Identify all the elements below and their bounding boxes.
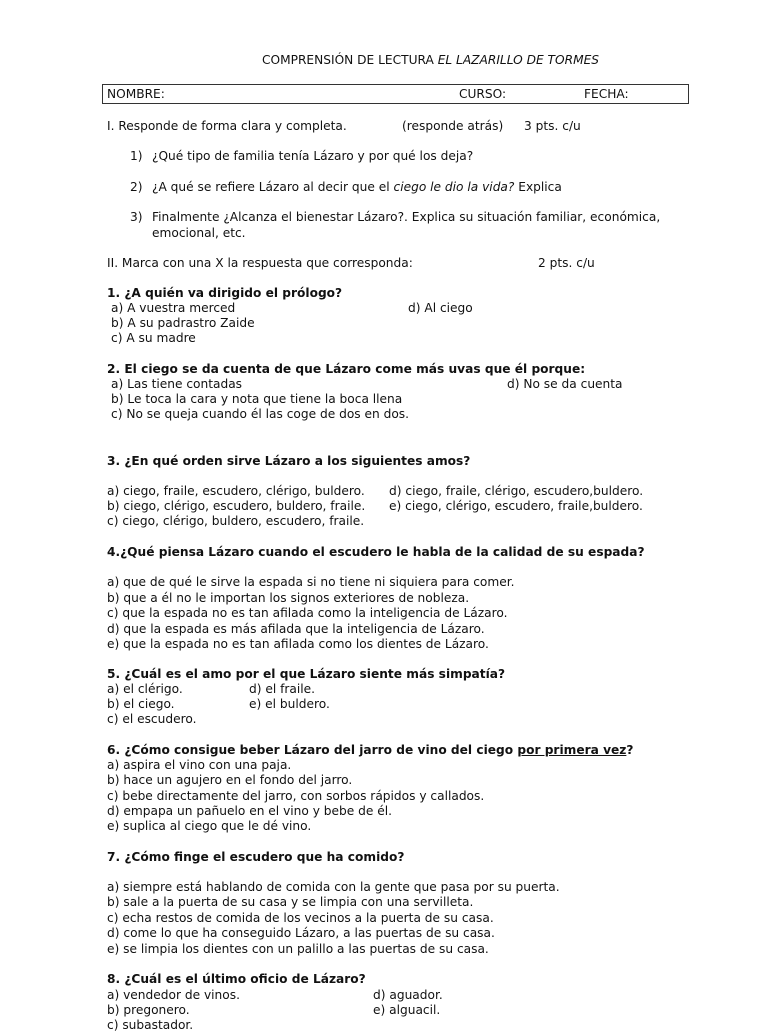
open-question-3-number: 3) bbox=[130, 210, 143, 224]
open-question-2-text-b: Explica bbox=[514, 180, 562, 194]
q3-option-d: d) ciego, fraile, clérigo, escudero,buldero. bbox=[389, 484, 644, 498]
q5-option-e: e) el buldero. bbox=[249, 697, 330, 711]
q6-title bbox=[107, 743, 633, 758]
q6-title-underlined: por primera vez bbox=[517, 743, 627, 757]
open-question-2-text bbox=[152, 180, 562, 195]
q1-option-d: d) Al ciego bbox=[408, 301, 473, 315]
open-question-2-italic: ciego le dio la vida? bbox=[393, 180, 515, 194]
q4-option-b: b) que a él no le importan los signos exteriores de nobleza. bbox=[107, 591, 470, 605]
q3-option-a: a) ciego, fraile, escudero, clérigo, buldero. bbox=[107, 484, 365, 498]
title-prefix: COMPRENSIÓN DE LECTURA bbox=[262, 53, 438, 67]
q5-option-c: c) el escudero. bbox=[107, 712, 197, 726]
q3-option-b: b) ciego, clérigo, escudero, buldero, fraile. bbox=[107, 499, 366, 513]
q2-option-d: d) No se da cuenta bbox=[507, 377, 623, 391]
q6-option-e: e) suplica al ciego que le dé vino. bbox=[107, 819, 312, 833]
q4-option-e: e) que la espada no es tan afilada como los dientes de Lázaro. bbox=[107, 637, 489, 651]
date-label: FECHA: bbox=[584, 87, 629, 101]
q6-option-d: d) empapa un pañuelo en el vino y bebe de él. bbox=[107, 804, 393, 818]
q3-option-c: c) ciego, clérigo, buldero, escudero, fraile. bbox=[107, 514, 365, 528]
section1-points: 3 pts. c/u bbox=[524, 119, 581, 133]
course-label: CURSO: bbox=[459, 87, 507, 101]
q8-option-e: e) alguacil. bbox=[373, 1003, 441, 1017]
open-question-3-line1: Finalmente ¿Alcanza el bienestar Lázaro?. Explica su situación familiar, económica, bbox=[152, 210, 661, 224]
section1-note: (responde atrás) bbox=[402, 119, 504, 133]
q1-option-b: b) A su padrastro Zaide bbox=[111, 316, 255, 330]
section2-points: 2 pts. c/u bbox=[538, 256, 595, 270]
q5-option-a: a) el clérigo. bbox=[107, 682, 183, 696]
q6-option-b: b) hace un agujero en el fondo del jarro. bbox=[107, 773, 353, 787]
q1-option-c: c) A su madre bbox=[111, 331, 196, 345]
q7-title: 7. ¿Cómo finge el escudero que ha comido? bbox=[107, 850, 405, 864]
open-question-1-number: 1) bbox=[130, 149, 143, 163]
open-question-2-number: 2) bbox=[130, 180, 143, 194]
title-work: EL LAZARILLO DE TORMES bbox=[437, 53, 600, 67]
q1-option-a: a) A vuestra merced bbox=[111, 301, 236, 315]
q4-option-d: d) que la espada es más afilada que la inteligencia de Lázaro. bbox=[107, 622, 485, 636]
q8-title: 8. ¿Cuál es el último oficio de Lázaro? bbox=[107, 972, 366, 986]
q3-option-e: e) ciego, clérigo, escudero, fraile,buldero. bbox=[389, 499, 643, 513]
q6-title-a: 6. ¿Cómo consigue beber Lázaro del jarro de vino del ciego bbox=[107, 743, 518, 757]
q4-option-a: a) que de qué le sirve la espada si no tiene ni siquiera para comer. bbox=[107, 575, 515, 589]
q6-title-b: ? bbox=[626, 743, 634, 757]
q7-option-b: b) sale a la puerta de su casa y se limpia con una servilleta. bbox=[107, 895, 474, 909]
q7-option-c: c) echa restos de comida de los vecinos a la puerta de su casa. bbox=[107, 911, 494, 925]
student-info-box bbox=[102, 84, 689, 104]
q2-option-c: c) No se queja cuando él las coge de dos en dos. bbox=[111, 407, 410, 421]
section2-instruction: II. Marca con una X la respuesta que corresponda: bbox=[107, 256, 413, 270]
q2-title: 2. El ciego se da cuenta de que Lázaro come más uvas que él porque: bbox=[107, 362, 586, 376]
q5-option-b: b) el ciego. bbox=[107, 697, 175, 711]
section1-instruction: I. Responde de forma clara y completa. bbox=[107, 119, 347, 133]
q4-title: 4.¿Qué piensa Lázaro cuando el escudero le habla de la calidad de su espada? bbox=[107, 545, 645, 559]
open-question-1-text: ¿Qué tipo de familia tenía Lázaro y por qué los deja? bbox=[152, 149, 474, 163]
q8-option-a: a) vendedor de vinos. bbox=[107, 988, 240, 1002]
q7-option-a: a) siempre está hablando de comida con la gente que pasa por su puerta. bbox=[107, 880, 560, 894]
q5-option-d: d) el fraile. bbox=[249, 682, 316, 696]
q6-option-a: a) aspira el vino con una paja. bbox=[107, 758, 292, 772]
open-question-3-line2: emocional, etc. bbox=[152, 226, 246, 240]
q8-option-b: b) pregonero. bbox=[107, 1003, 190, 1017]
q6-option-c: c) bebe directamente del jarro, con sorbos rápidos y callados. bbox=[107, 789, 485, 803]
document-title bbox=[262, 53, 599, 68]
name-label: NOMBRE: bbox=[107, 87, 165, 101]
open-question-2-text-a: ¿A qué se refiere Lázaro al decir que el bbox=[152, 180, 394, 194]
q5-title: 5. ¿Cuál es el amo por el que Lázaro siente más simpatía? bbox=[107, 667, 506, 681]
q2-option-a: a) Las tiene contadas bbox=[111, 377, 243, 391]
q8-option-d: d) aguador. bbox=[373, 988, 443, 1002]
q2-option-b: b) Le toca la cara y nota que tiene la boca llena bbox=[111, 392, 403, 406]
q4-option-c: c) que la espada no es tan afilada como la inteligencia de Lázaro. bbox=[107, 606, 508, 620]
q7-option-d: d) come lo que ha conseguido Lázaro, a las puertas de su casa. bbox=[107, 926, 495, 940]
q8-option-c: c) subastador. bbox=[107, 1018, 194, 1032]
q1-title: 1. ¿A quién va dirigido el prólogo? bbox=[107, 286, 343, 300]
q3-title: 3. ¿En qué orden sirve Lázaro a los siguientes amos? bbox=[107, 454, 471, 468]
q7-option-e: e) se limpia los dientes con un palillo a las puertas de su casa. bbox=[107, 942, 489, 956]
